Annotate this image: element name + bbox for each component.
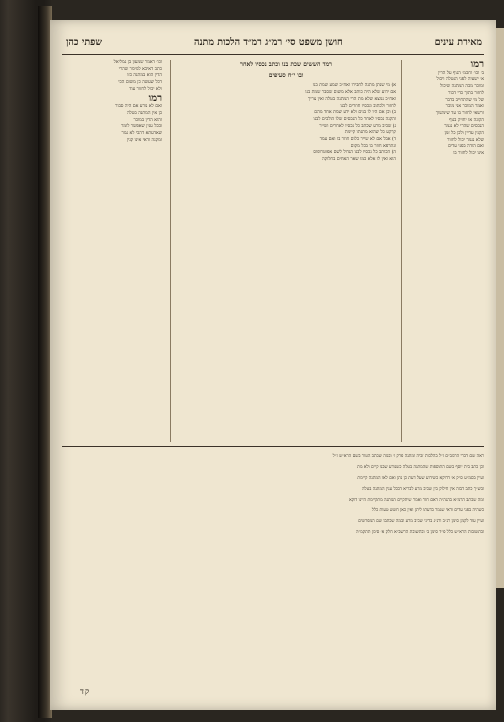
right-line: ואמר המוכר אני מוכר xyxy=(445,104,484,110)
left-section-marker: רמו xyxy=(148,92,162,104)
footnote-line: כשהיה בפני עדים ודאי שגמר בדעתו ליתן ואין כאן חשש טעות כלל xyxy=(371,508,484,514)
footnote-line: ובתשובות הרא״ש כלל פ״ד סימן ב׳ ובתשובת הרשב״א חלק א׳ סימן תתקמ״ה xyxy=(355,529,484,535)
right-line: אינו יכול לחזור בו xyxy=(453,151,484,157)
left-line: וכו׳ דאמר שמעון בן גמליאל xyxy=(113,60,162,65)
main-line: אם ידוע שלא היה כותב אלא משום שסבר שמת בנו xyxy=(305,90,396,96)
header-rule xyxy=(62,54,484,55)
right-line: ורשאי לחזור בו עד שימשוך xyxy=(435,110,484,116)
page-header xyxy=(66,32,482,52)
next-page-edge xyxy=(496,28,504,588)
main-line: ה) הכותב כל נכסיו לבנו הגדול לשם אפוטרופוס xyxy=(313,150,396,156)
left-line: שאדעתא דהכי לא גמר xyxy=(121,131,162,137)
right-line: הנכסים שהרי לא נגמר xyxy=(444,124,484,130)
right-line: ומוכר מכה המתנה שיכול xyxy=(440,84,484,90)
footnote-line: ראה שם דברי הרמב״ם ז״ל בהלכות זכיה ומתנה פרק ו׳ ובמה שכתב הטור בשם הרא״ש ז״ל xyxy=(332,454,484,460)
document-page xyxy=(50,20,496,710)
main-line: לחזור ולכתוב ונכסיו חוזרים לבנו xyxy=(340,103,396,109)
left-line: ובכל ענין שאפשר לומר xyxy=(121,124,162,130)
header-right-title: מאירת עינים xyxy=(434,36,482,48)
section-title: רמד הששים שכת בנו וכתב נכסיו לאחר xyxy=(240,61,332,68)
main-line: והקנה נכסיו לאחר כל הנכסים שלו הולכים לבנו xyxy=(313,116,396,122)
left-commentary-column xyxy=(62,60,162,442)
column-divider xyxy=(170,60,171,442)
footnotes-block xyxy=(62,450,484,660)
main-line: ד) אבל אם לא שייר כלום חוזר בו ואם עמד xyxy=(319,137,396,143)
left-line: דכל שעשה כן משום הכי xyxy=(118,80,162,86)
right-commentary-column xyxy=(406,60,484,442)
right-line: ב׳ וכו׳ וחכמ׳ הגוף על הדין xyxy=(438,70,484,76)
header-left-title: שפתי כהן xyxy=(66,36,103,48)
footnote-line: ועיין בסמ״ע ס״ק א׳ דדוקא כשידוע שעל דעת כן נתן ואם לאו המתנה קיימת xyxy=(357,475,484,481)
main-line: א) מי שנתן מתנה לחבירו ואח״כ שמע שמת בנו xyxy=(312,83,396,89)
footnote-line: ועיין עוד לקמן סימן רנ״ב ורנ״ג בדיני שכיב מרע ובמה שכתבו שם המפרשים xyxy=(358,519,484,525)
main-line: קרקע כל שהוא מתנתו קיימת xyxy=(344,130,396,136)
right-line: שלא נגמר יכול לחזור xyxy=(447,137,484,143)
left-line: הדין הוא במתנה כזו xyxy=(127,73,162,79)
folio-number: קד xyxy=(80,687,91,696)
left-line: ואם לא נודע אם היה סבור xyxy=(115,104,162,110)
header-center-title: חושן משפט סי׳ רמ״ג רמ״ד הלכות מתנה xyxy=(193,36,343,48)
right-line: לחזור בתוך כדי דבור xyxy=(448,90,484,96)
left-line: והוא הדין במוכר xyxy=(133,117,162,123)
main-line: ונתרפא חוזר בו בכל מקום xyxy=(350,143,396,149)
right-line: הקנין עדיין ולכן כל זמן xyxy=(444,131,484,137)
column-divider xyxy=(401,60,402,442)
left-line: ולא יכול לחזור עוד xyxy=(129,86,162,92)
main-line: ב) וכן אם היו לו בנים ולא ידע שמת אחד מהם xyxy=(314,110,396,116)
main-text-column xyxy=(176,60,396,442)
footnote-rule xyxy=(62,446,484,447)
footnote-line: ומה שכתב הרמ״א בהגה״ה דאם חזר ואמר שיתקיים המתנה מתקיימת היינו דוקא xyxy=(349,497,484,503)
main-line: ואח״כ נמצא שלא מת הרי המתנה בטלה ואין צריך xyxy=(307,96,396,102)
footnote-line: וכן כתב בית יוסף בשם התוספות שהמתנה בטלה כשנודע שבנו קיים ולא מת xyxy=(357,465,484,471)
right-line: א׳ ישעיה לפני הנטלה ויכול xyxy=(436,77,484,83)
section-subtitle: ובו י״ח סעיפים xyxy=(268,71,304,79)
right-line: ואם הודה בפני עדים xyxy=(447,144,484,150)
main-line: הוא ואין לו אלא כמו שאר האחים בחלוקה xyxy=(321,157,396,163)
right-opening-word: רמו xyxy=(470,59,484,70)
left-line: ומקנה ודאי אינו קנין xyxy=(126,137,162,143)
main-line: ג) שכיב מרע שכתב כל נכסיו לאחרים ושייר xyxy=(319,123,396,129)
right-line: של מי שהתחייב בדבר xyxy=(445,97,484,103)
left-line: כתב דאיכא למימר שהרי xyxy=(118,66,162,72)
left-line: כן אין המתנה בטלה xyxy=(126,110,162,116)
right-line: הקונה או יחזיק בגוף xyxy=(449,117,484,123)
footnote-line: ובש״ך כתב דבזה אין חילוק בין שכיב מרע לבריא דבכל ענין המתנה בטלה xyxy=(361,486,484,492)
